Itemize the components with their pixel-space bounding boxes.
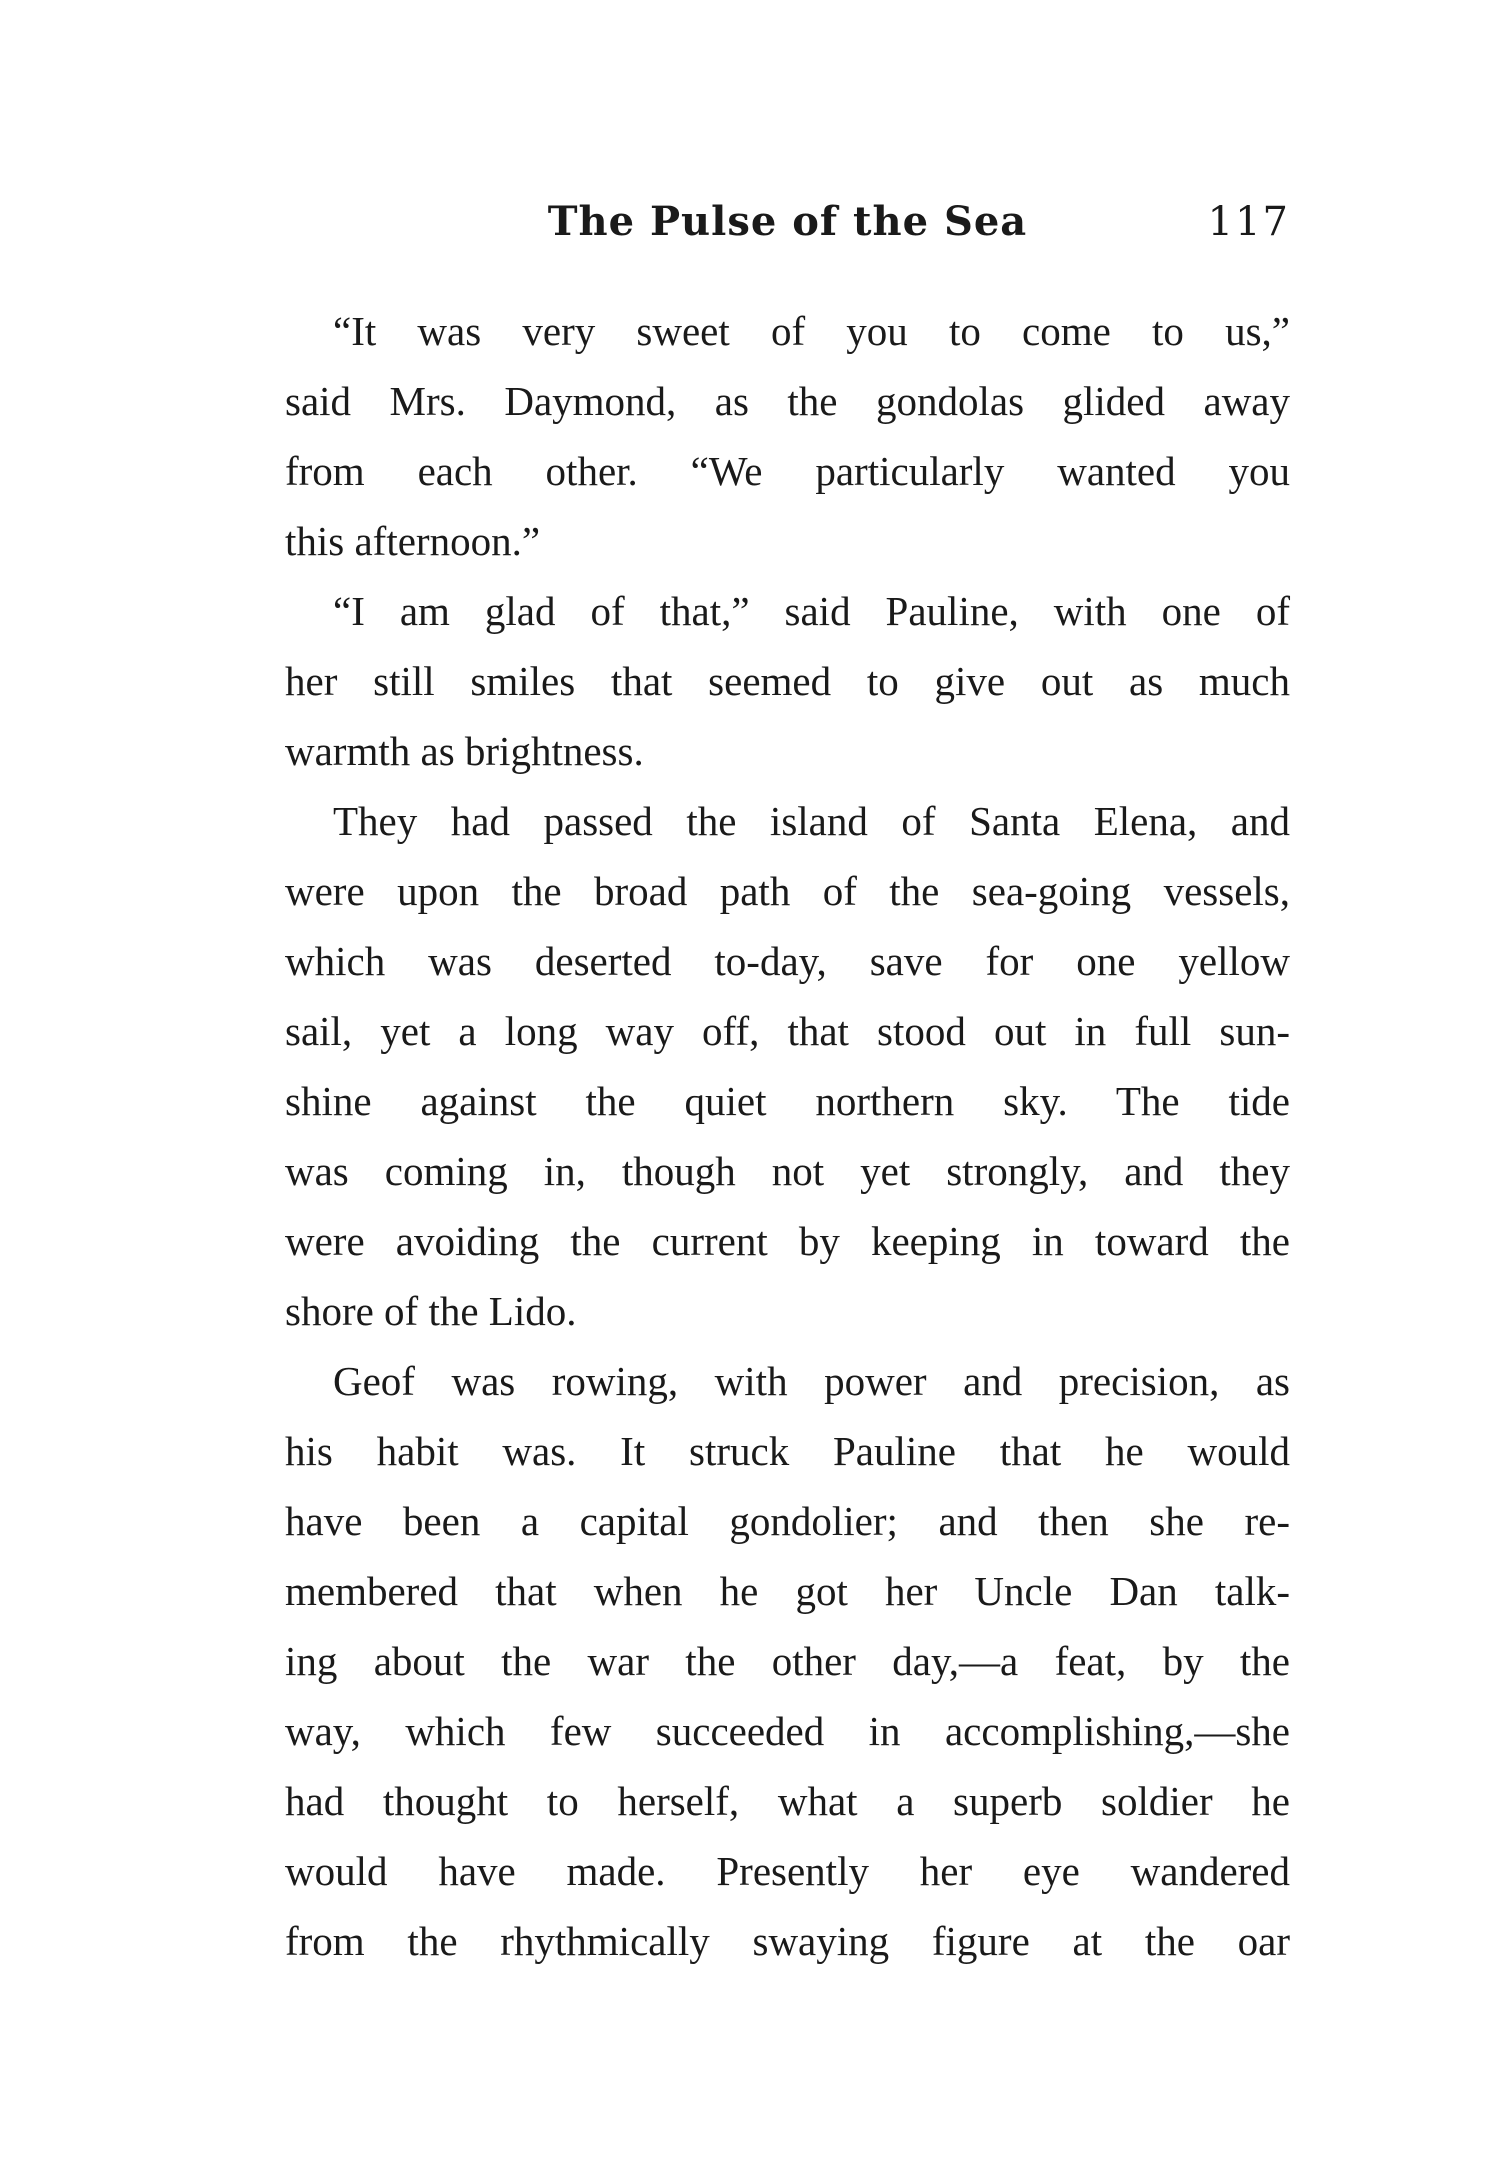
text-line: sail, yet a long way off, that stood out in full sun-: [285, 1008, 1290, 1054]
text-line: have been a capital gondolier; and then she re-: [285, 1498, 1290, 1544]
running-head: [285, 192, 1290, 262]
text-line: They had passed the island of Santa Elena, and: [333, 798, 1290, 844]
text-line: “It was very sweet of you to come to us,”: [333, 308, 1290, 354]
text-line: which was deserted to-day, save for one yellow: [285, 938, 1290, 984]
paragraph-3: [285, 786, 1290, 1346]
text-line: would have made. Presently her eye wandered: [285, 1848, 1290, 1894]
running-title: The Pulse of the Sea: [547, 198, 1028, 245]
text-line: was coming in, though not yet strongly, and they: [285, 1148, 1290, 1194]
page-number: 117: [1207, 199, 1290, 245]
text-line: “I am glad of that,” said Pauline, with one of: [333, 588, 1290, 634]
text-line: were avoiding the current by keeping in toward the: [285, 1218, 1290, 1264]
text-line: warmth as brightness.: [285, 728, 644, 774]
text-line: had thought to herself, what a superb soldier he: [285, 1778, 1290, 1824]
text-line: said Mrs. Daymond, as the gondolas glided away: [285, 378, 1290, 424]
paragraph-2: [285, 576, 1290, 786]
text-line: shine against the quiet northern sky. The tide: [285, 1078, 1290, 1124]
text-line: shore of the Lido.: [285, 1288, 577, 1334]
text-line: ing about the war the other day,—a feat, by the: [285, 1638, 1290, 1684]
text-line: this afternoon.”: [285, 518, 541, 564]
text-line: membered that when he got her Uncle Dan talk-: [285, 1568, 1290, 1614]
text-line: Geof was rowing, with power and precision, as: [333, 1358, 1290, 1404]
paragraph-4: [285, 1346, 1290, 1976]
paragraph-1: [285, 296, 1290, 576]
text-line: his habit was. It struck Pauline that he would: [285, 1428, 1290, 1474]
text-line: her still smiles that seemed to give out as much: [285, 658, 1290, 704]
text-line: from the rhythmically swaying figure at the oar: [285, 1918, 1290, 1964]
text-line: way, which few succeeded in accomplishing,—she: [285, 1708, 1290, 1754]
text-line: from each other. “We particularly wanted you: [285, 448, 1290, 494]
text-line: were upon the broad path of the sea-going vessels,: [285, 868, 1290, 914]
body-text: [285, 296, 1290, 1976]
